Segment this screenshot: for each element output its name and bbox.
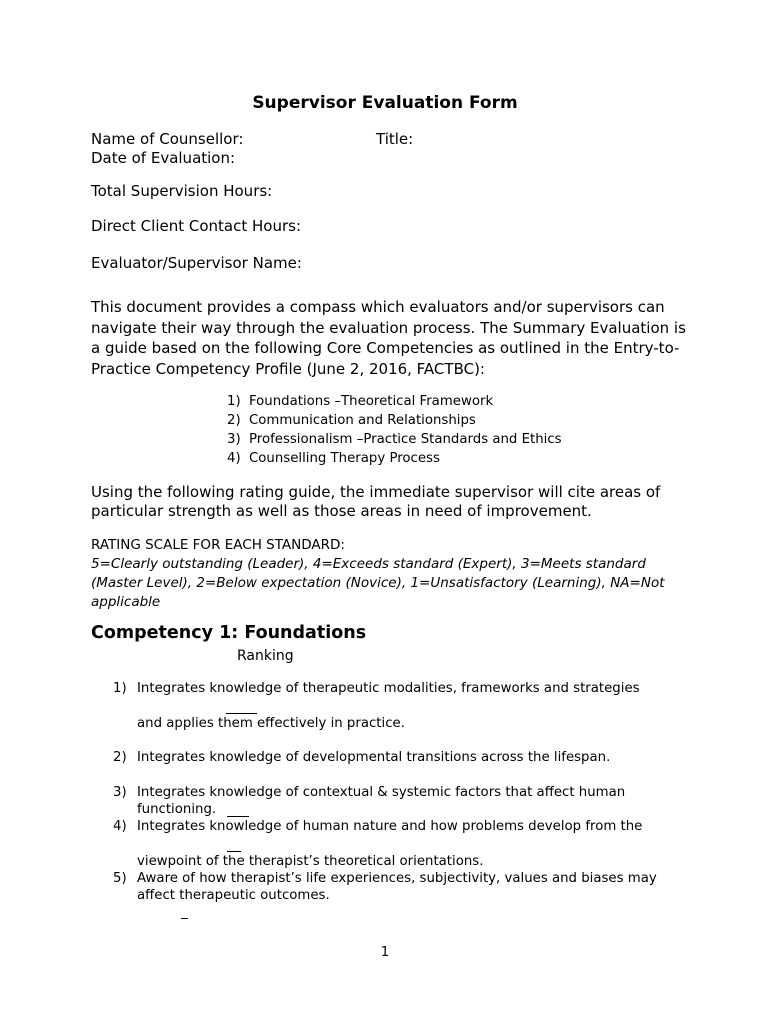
competency-label: Counselling Therapy Process: [249, 451, 440, 466]
section-heading: Competency 1: Foundations: [91, 623, 367, 643]
ranking-blank[interactable]: [227, 851, 241, 852]
ranking-blank[interactable]: [227, 816, 249, 817]
item-text: Integrates knowledge of developmental transitions across the lifespan.: [137, 750, 611, 765]
item-text-continued: affect therapeutic outcomes.: [137, 888, 330, 903]
list-number: 4): [227, 451, 241, 466]
item-text: Integrates knowledge of therapeutic modalities, frameworks and strategies: [137, 681, 640, 696]
page-number: 1: [380, 945, 390, 960]
competency-label: Communication and Relationships: [249, 413, 476, 428]
total-hours-label: Total Supervision Hours:: [91, 182, 273, 200]
competency-label: Foundations –Theoretical Framework: [249, 394, 494, 409]
competency-list-item: [227, 451, 440, 466]
competency-label: Professionalism –Practice Standards and Ethics: [249, 432, 562, 447]
item-text: Integrates knowledge of human nature and how problems develop from the: [137, 819, 643, 834]
evaluation-date-label: Date of Evaluation:: [91, 149, 236, 167]
competency-list-item: [227, 413, 476, 428]
rating-scale-heading: RATING SCALE FOR EACH STANDARD:: [91, 537, 345, 553]
item-text-continued: and applies them effectively in practice.: [137, 716, 405, 731]
list-number: 1): [227, 394, 241, 409]
ranking-label: Ranking: [237, 648, 294, 664]
direct-hours-label: Direct Client Contact Hours:: [91, 217, 301, 235]
item-text: Aware of how therapist’s life experiences, subjectivity, values and biases may: [137, 871, 657, 886]
rating-scale: [91, 536, 681, 612]
counsellor-name-label: Name of Counsellor:: [91, 130, 244, 148]
competency-list-item: [227, 432, 562, 447]
item-number: 1): [113, 681, 127, 696]
ranking-blank[interactable]: [226, 713, 257, 714]
item-text: Integrates knowledge of contextual & systemic factors that affect human: [137, 785, 626, 800]
item-text-continued: viewpoint of the therapist’s theoretical orientations.: [137, 854, 484, 869]
item-text-continued: functioning.: [137, 802, 217, 817]
page-title: Supervisor Evaluation Form: [252, 93, 518, 113]
list-number: 3): [227, 432, 241, 447]
item-number: 5): [113, 871, 127, 886]
competency-list-item: [227, 394, 493, 409]
rating-scale-text: 5=Clearly outstanding (Leader), 4=Exceeds standard (Expert), 3=Meets standard (Master Level), 2=Below expectation (Novice), 1=Unsatisfactory (Learning), NA=Not applicable: [91, 556, 665, 610]
item-number: 4): [113, 819, 127, 834]
rating-intro-paragraph: Using the following rating guide, the immediate supervisor will cite areas of particular strength as well as those areas in need of improvement.: [91, 483, 661, 520]
item-number: 2): [113, 750, 127, 765]
ranking-blank[interactable]: [181, 918, 188, 919]
title-label: Title:: [376, 130, 414, 148]
item-number: 3): [113, 785, 127, 800]
list-number: 2): [227, 413, 241, 428]
intro-paragraph: This document provides a compass which evaluators and/or supervisors can navigate their way through the evaluation process. The Summary Evaluation is a guide based on the following Core Competencies as outlined in the Entry-to-Practice Competency Profile (June 2, 2016, FACTBC):: [91, 298, 686, 378]
evaluator-name-label: Evaluator/Supervisor Name:: [91, 254, 302, 272]
